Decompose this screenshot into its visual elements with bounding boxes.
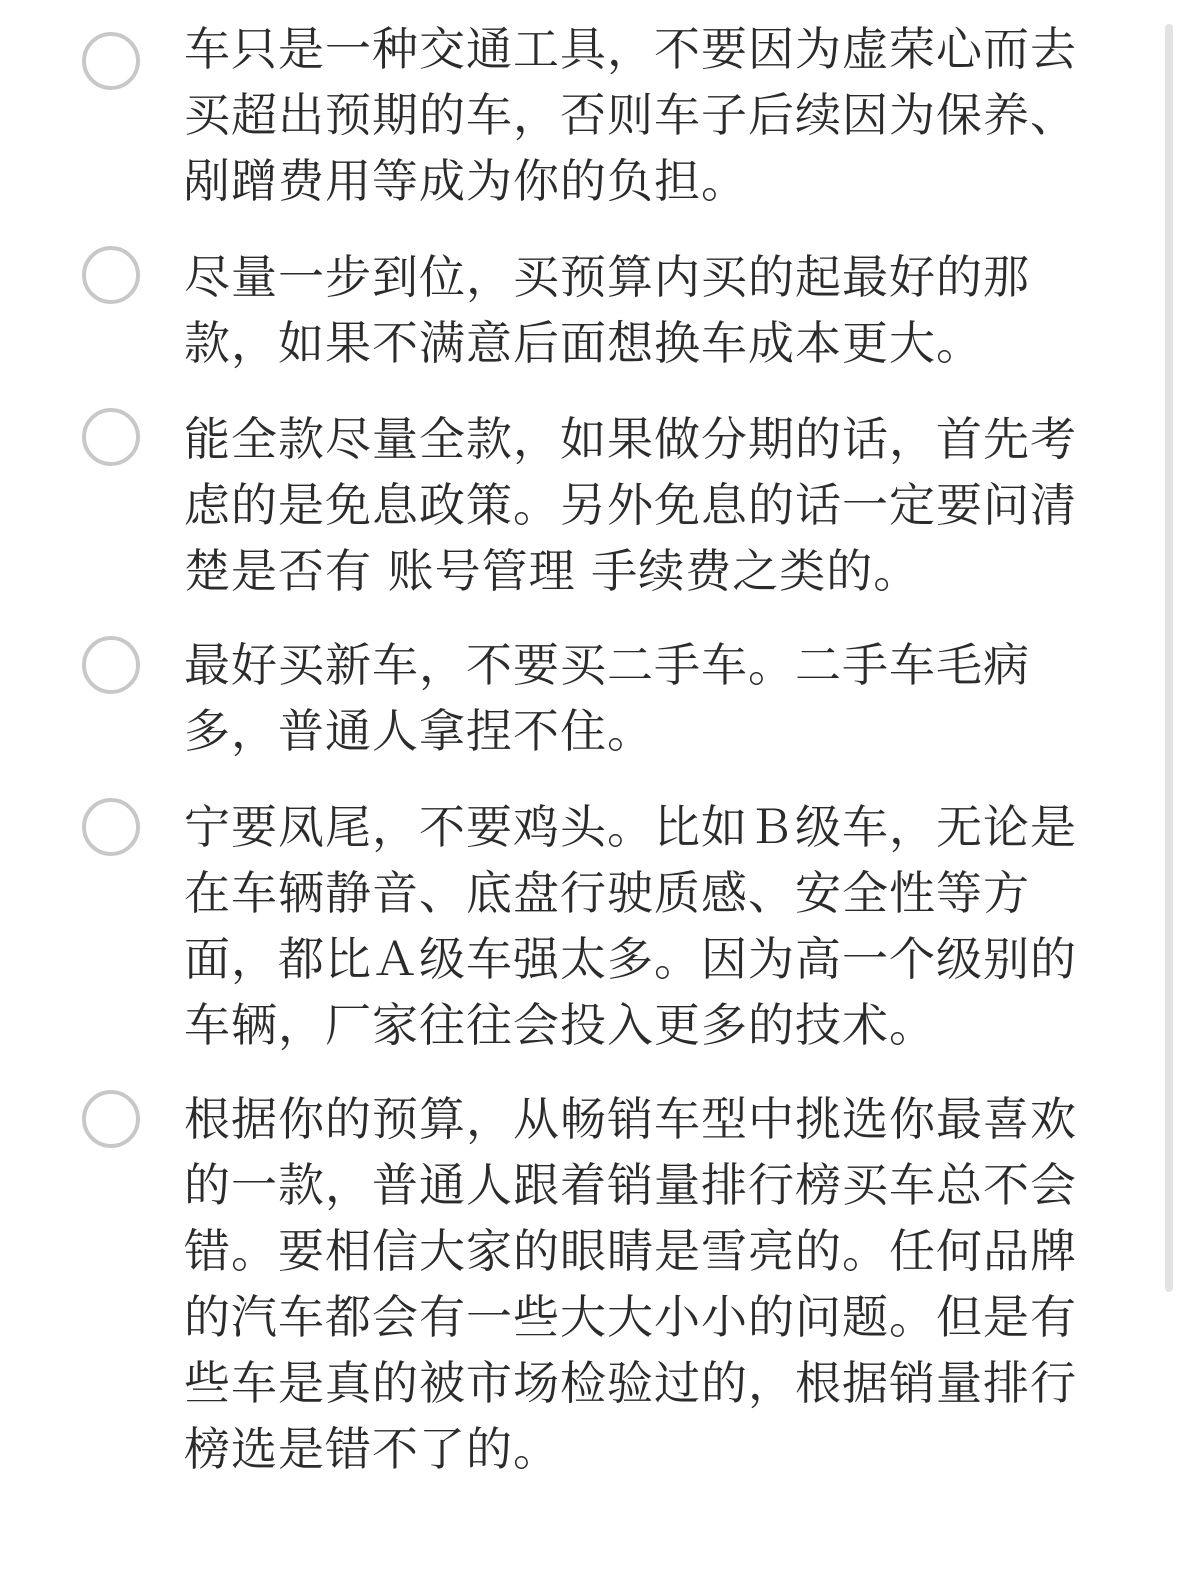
item-text: 宁要凤尾，不要鸡头。比如Ｂ级车，无论是在车辆静音、底盘行驶质感、安全性等方面，都比Ａ级车强太多。因为高一个级别的车辆，厂家往往会投入更多的技术。 [184, 800, 1077, 1052]
scrollbar-thumb[interactable] [1165, 24, 1173, 1292]
item-text: 车只是一种交通工具，不要因为虚荣心而去买超出预期的车，否则车子后续因为保养、剐蹭费用等成为你的负担。 [184, 22, 1077, 208]
checkbox-circle[interactable] [82, 636, 140, 694]
item-text: 尽量一步到位，买预算内买的起最好的那款，如果不满意后面想换车成本更大。 [184, 250, 1030, 370]
checkbox-circle[interactable] [82, 32, 140, 90]
checkbox-circle[interactable] [82, 798, 140, 856]
checkbox-circle[interactable] [82, 246, 140, 304]
checkbox-circle[interactable] [82, 1090, 140, 1148]
item-text: 根据你的预算，从畅销车型中挑选你最喜欢的一款，普通人跟着销量排行榜买车总不会错。要相信大家的眼睛是雪亮的。任何品牌的汽车都会有一些大大小小的问题。但是有些车是真的被市场检验过的，根据销量排行榜选是错不了的。 [184, 1092, 1077, 1476]
item-text: 能全款尽量全款，如果做分期的话，首先考虑的是免息政策。另外免息的话一定要问清楚是否有 账号管理 手续费之类的。 [184, 412, 1077, 598]
item-text: 最好买新车，不要买二手车。二手车毛病多，普通人拿捏不住。 [184, 638, 1030, 758]
checkbox-circle[interactable] [82, 408, 140, 466]
